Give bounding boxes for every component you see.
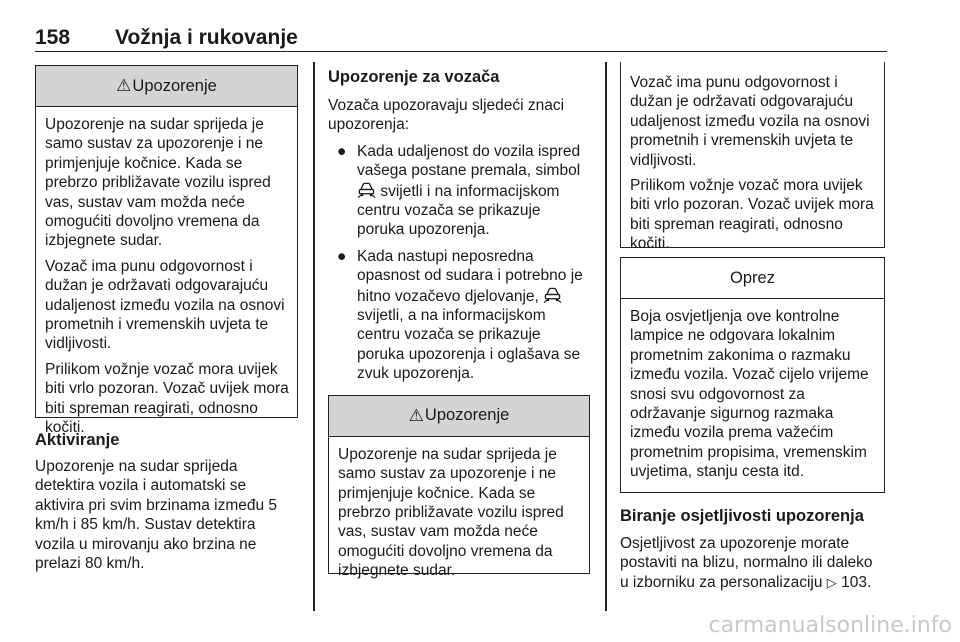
warning-paragraph: Vozač ima punu odgovornost i dužan je održavati odgovarajuću udaljenost između vozila na osnovi prometnih i vremenskih uvjeta te vidljivosti. bbox=[45, 257, 285, 353]
bullet-icon: ● bbox=[337, 142, 347, 160]
caution-box-title: Oprez bbox=[621, 258, 884, 299]
activation-text: Upozorenje na sudar sprijeda detektira vozila i automatski se aktivira pri svim brzinama između 5 km/h i 85 km/h. Sustav detektira vozila u mirovanju ako brzina ne prelazi 80 km/h. bbox=[35, 458, 278, 573]
section-heading-driver-warning: Upozorenje za vozača bbox=[328, 68, 500, 86]
list-item bbox=[328, 247, 590, 384]
warning-title-text: Upozorenje bbox=[424, 406, 510, 425]
warning-paragraph: Prilikom vožnje vozač mora uvijek biti vrlo pozoran. Vozač uvijek mora biti spreman reagirati, odnosno kočiti. bbox=[630, 177, 874, 253]
column-1 bbox=[35, 65, 298, 573]
warning-box-body bbox=[329, 437, 589, 591]
warning-triangle-icon: ⚠ bbox=[116, 76, 132, 95]
vehicle-ahead-icon bbox=[357, 181, 376, 198]
page-reference-triangle-icon: ▷ bbox=[826, 574, 837, 590]
warning-box-title bbox=[36, 66, 297, 107]
page-reference[interactable]: 103. bbox=[841, 573, 872, 591]
caution-box-body bbox=[621, 299, 884, 492]
warning-triangle-icon: ⚠ bbox=[408, 405, 424, 425]
warning-box-body bbox=[36, 107, 297, 448]
list-item-text: Kada nastupi neposredna opasnost od sudara i potrebno je hitno vozačevo djelovanje, bbox=[357, 247, 583, 305]
column-2 bbox=[328, 65, 590, 580]
page-number: 158 bbox=[35, 26, 71, 49]
column-divider-2 bbox=[605, 62, 607, 611]
watermark: carmanualsonline.info bbox=[708, 613, 952, 638]
warning-title-text: Upozorenje bbox=[132, 76, 217, 95]
warning-paragraph: Upozorenje na sudar sprijeda je samo sustav za upozorenje i ne primjenjuje kočnice. Kada se prebrzo približavate vozilu ispred vas, sustav vam možda neće omogućiti dovoljno vremena da izbjegnete sudar. bbox=[45, 116, 271, 250]
page-header bbox=[35, 22, 887, 52]
list-item-text: svijetli i na informacijskom centru vozača se prikazuje poruka upozorenja. bbox=[357, 182, 560, 239]
vehicle-ahead-icon bbox=[543, 286, 562, 303]
warning-paragraph: Upozorenje na sudar sprijeda je samo sustav za upozorenje i ne primjenjuje kočnice. Kada se prebrzo približavate vozilu ispred vas, sustav vam možda neće omogućiti dovoljno vremena da izbjegnete sudar. bbox=[338, 445, 564, 580]
caution-paragraph: Boja osvjetljenja ove kontrolne lampice ne odgovara lokalnim prometnim zakonima o razmaku između vozila. Vozač cijelo vrijeme snosi svu odgovornost za održavanje sigurnog razmaka između vozila prema važećim prometnim propisima, vremenskim uvjetima, stanju cesta itd. bbox=[630, 308, 869, 481]
warning-signs-list bbox=[328, 142, 590, 384]
warning-paragraph: Vozač ima punu odgovornost i dužan je održavati odgovarajuću udaljenost između vozila na osnovi prometnih i vremenskih uvjeta te vidljivosti. bbox=[630, 74, 870, 169]
caution-box bbox=[620, 257, 885, 493]
warning-box bbox=[35, 65, 298, 437]
section-heading-sensitivity: Biranje osjetljivosti upozorenja bbox=[620, 507, 864, 525]
list-item-text: svijetli, a na informacijskom centru vozača se prikazuje poruka upozorenja i oglašava se zvuk upozorenja. bbox=[357, 307, 581, 383]
column-divider-1 bbox=[313, 62, 315, 611]
chapter-title: Vožnja i rukovanje bbox=[115, 26, 298, 49]
list-item bbox=[328, 142, 590, 240]
sensitivity-text-body: Osjetljivost za upozorenje morate postaviti na blizu, normalno ili daleko u izborniku za personalizaciju bbox=[620, 535, 873, 591]
warning-box bbox=[328, 395, 590, 580]
warning-box-continued bbox=[620, 62, 885, 253]
warning-paragraph: Prilikom vožnje vozač mora uvijek biti vrlo pozoran. Vozač uvijek mora biti spreman reagirati, odnosno kočiti. bbox=[45, 360, 289, 437]
sensitivity-text bbox=[620, 534, 885, 592]
bullet-icon: ● bbox=[337, 247, 347, 265]
list-item-text: Kada udaljenost do vozila ispred vašega postane premala, simbol bbox=[357, 142, 581, 180]
driver-warning-intro: Vozača upozoravaju sljedeći znaci upozorenja: bbox=[328, 97, 565, 134]
column-3 bbox=[620, 62, 885, 592]
warning-box-body bbox=[621, 62, 884, 264]
section-heading-activation: Aktiviranje bbox=[35, 431, 120, 449]
warning-box-title bbox=[329, 396, 589, 437]
